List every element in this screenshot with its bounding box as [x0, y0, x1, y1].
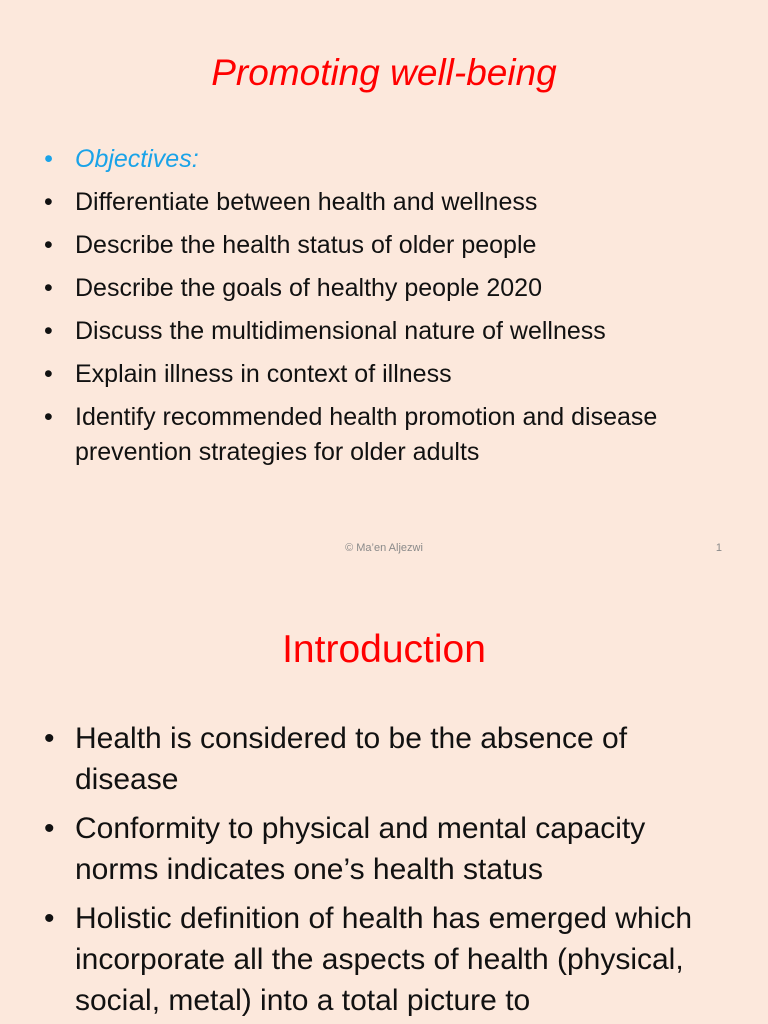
bullet-item	[44, 400, 734, 470]
bullet-icon: •	[44, 722, 55, 755]
bullet-text: Conformity to physical and mental capacity norms indicates one’s health status	[75, 812, 646, 886]
bullet-item	[44, 185, 734, 220]
bullet-list	[44, 718, 734, 1024]
slide-title: Promoting well-being	[211, 52, 557, 93]
bullet-text: Describe the health status of older people	[75, 231, 537, 259]
bullet-icon: •	[44, 317, 53, 345]
bullet-item	[44, 271, 734, 306]
bullet-icon: •	[44, 403, 53, 431]
bullet-text: Differentiate between health and wellness	[75, 188, 538, 216]
bullet-icon: •	[44, 360, 53, 388]
bullet-text: Describe the goals of healthy people 2020	[75, 274, 542, 302]
bullet-item	[44, 228, 734, 263]
slide-2	[0, 576, 768, 1024]
bullet-item	[44, 357, 734, 392]
bullet-text: Identify recommended health promotion and disease prevention strategies for older adults	[75, 403, 658, 466]
slide-number: 1	[715, 542, 722, 554]
bullet-icon: •	[44, 274, 53, 302]
bullet-icon: •	[44, 145, 53, 173]
bullet-text: Holistic definition of health has emerged which incorporate all the aspects of health (physical, social, metal) into a total picture to	[75, 902, 693, 1017]
bullet-icon: •	[44, 188, 53, 216]
bullet-item	[44, 142, 734, 177]
bullet-item	[44, 314, 734, 349]
bullet-list	[44, 142, 734, 478]
bullet-icon: •	[44, 231, 53, 259]
bullet-text: Explain illness in context of illness	[75, 360, 452, 388]
bullet-icon: •	[44, 812, 55, 845]
bullet-text: Health is considered to be the absence of disease	[75, 722, 628, 796]
bullet-icon: •	[44, 902, 55, 935]
bullet-item	[44, 898, 734, 1021]
slide-footer: © Ma’en Aljezwi	[345, 542, 423, 554]
bullet-text: Objectives:	[75, 145, 199, 173]
slide-title: Introduction	[282, 628, 486, 671]
bullet-item	[44, 718, 734, 800]
bullet-text: Discuss the multidimensional nature of wellness	[75, 317, 606, 345]
bullet-item	[44, 808, 734, 890]
